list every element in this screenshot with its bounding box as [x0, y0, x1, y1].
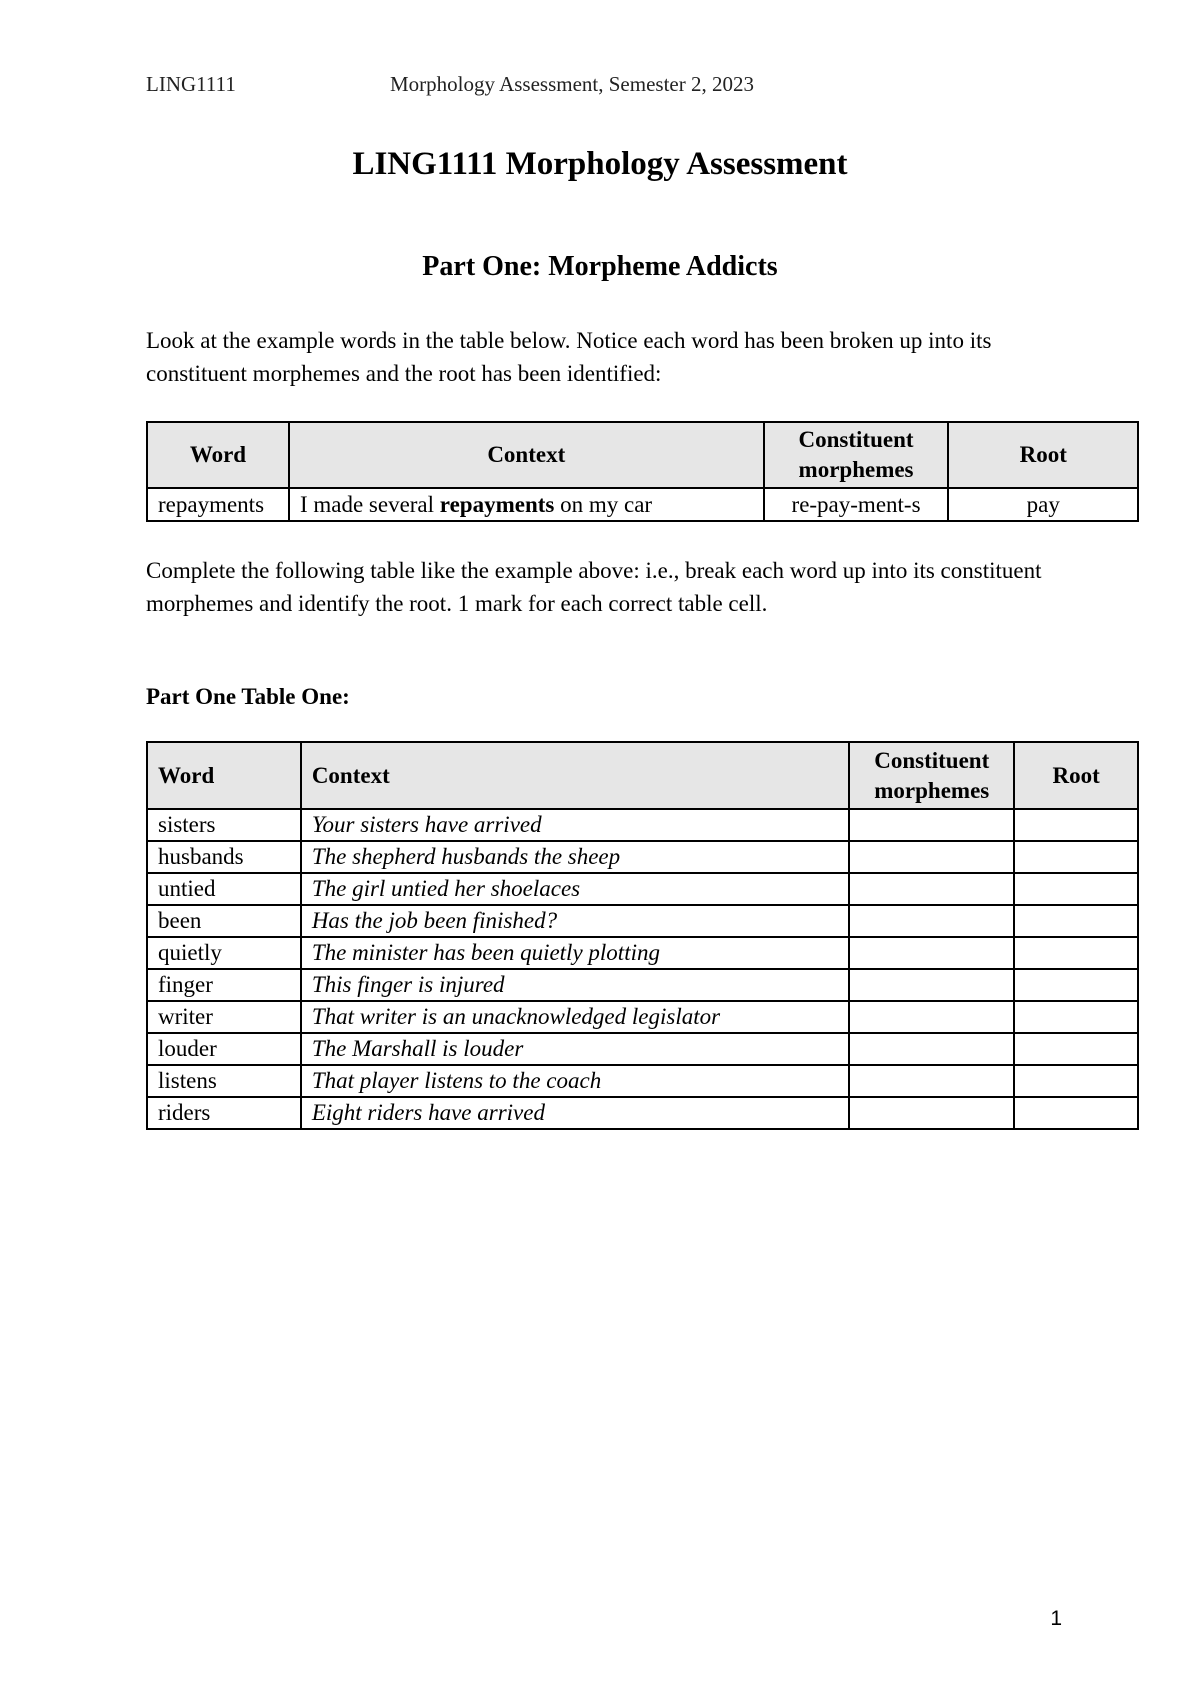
example-row	[147, 488, 1138, 521]
morphemes-answer-cell[interactable]	[849, 969, 1014, 1001]
part-title: Part One: Morpheme Addicts	[422, 251, 778, 282]
table-row	[147, 1097, 1138, 1129]
word-cell: been	[147, 905, 301, 937]
document-title: LING1111 Morphology Assessment	[352, 146, 848, 182]
context-cell: The shepherd husbands the sheep	[301, 841, 850, 873]
answer-header-context: Context	[301, 742, 850, 809]
table-row	[147, 937, 1138, 969]
table-row	[147, 841, 1138, 873]
word-cell: writer	[147, 1001, 301, 1033]
root-answer-cell[interactable]	[1014, 1033, 1138, 1065]
word-cell: finger	[147, 969, 301, 1001]
page-number: 1	[1050, 1607, 1062, 1630]
context-cell: Your sisters have arrived	[301, 809, 850, 841]
root-answer-cell[interactable]	[1014, 937, 1138, 969]
word-cell: untied	[147, 873, 301, 905]
word-cell: sisters	[147, 809, 301, 841]
table-row	[147, 809, 1138, 841]
example-context-before: I made several	[299, 492, 440, 517]
context-cell: That player listens to the coach	[301, 1065, 850, 1097]
answer-header-row	[147, 742, 1138, 809]
answer-header-word: Word	[147, 742, 301, 809]
table-title: Part One Table One:	[146, 684, 350, 709]
word-cell: listens	[147, 1065, 301, 1097]
word-cell: husbands	[147, 841, 301, 873]
example-header-word: Word	[147, 422, 289, 488]
example-table	[146, 421, 1139, 522]
root-answer-cell[interactable]	[1014, 969, 1138, 1001]
morphemes-answer-cell[interactable]	[849, 1001, 1014, 1033]
example-morphemes: re-pay-ment-s	[764, 488, 949, 521]
table-row	[147, 969, 1138, 1001]
table-row	[147, 905, 1138, 937]
intro-paragraph: Look at the example words in the table below. Notice each word has been broken up into its constituent morphemes and the root has been identified:	[146, 328, 992, 386]
example-header-row	[147, 422, 1138, 488]
root-answer-cell[interactable]	[1014, 905, 1138, 937]
word-cell: quietly	[147, 937, 301, 969]
example-header-context: Context	[289, 422, 764, 488]
table-row	[147, 873, 1138, 905]
context-cell: This finger is injured	[301, 969, 850, 1001]
root-answer-cell[interactable]	[1014, 873, 1138, 905]
example-word: repayments	[147, 488, 289, 521]
morphemes-answer-cell[interactable]	[849, 809, 1014, 841]
word-cell: louder	[147, 1033, 301, 1065]
morphemes-answer-cell[interactable]	[849, 1065, 1014, 1097]
answer-table	[146, 741, 1139, 1130]
context-cell: The Marshall is louder	[301, 1033, 850, 1065]
root-answer-cell[interactable]	[1014, 1001, 1138, 1033]
morphemes-answer-cell[interactable]	[849, 905, 1014, 937]
answer-header-root: Root	[1014, 742, 1138, 809]
root-answer-cell[interactable]	[1014, 1065, 1138, 1097]
example-header-root: Root	[948, 422, 1138, 488]
word-cell: riders	[147, 1097, 301, 1129]
answer-header-morphemes: Constituent morphemes	[849, 742, 1014, 809]
table-row	[147, 1065, 1138, 1097]
example-context-highlight: repayments	[439, 492, 555, 517]
context-cell: That writer is an unacknowledged legislator	[301, 1001, 850, 1033]
morphemes-answer-cell[interactable]	[849, 873, 1014, 905]
example-context	[289, 488, 764, 521]
example-context-after: on my car	[554, 492, 653, 517]
root-answer-cell[interactable]	[1014, 1097, 1138, 1129]
table-row	[147, 1001, 1138, 1033]
root-answer-cell[interactable]	[1014, 809, 1138, 841]
context-cell: Has the job been finished?	[301, 905, 850, 937]
instructions-paragraph: Complete the following table like the example above: i.e., break each word up into its constituent morphemes and identify the root. 1 mark for each correct table cell.	[146, 558, 1042, 616]
header-course-code: LING1111	[146, 72, 236, 96]
context-cell: The minister has been quietly plotting	[301, 937, 850, 969]
context-cell: Eight riders have arrived	[301, 1097, 850, 1129]
morphemes-answer-cell[interactable]	[849, 1097, 1014, 1129]
example-header-morphemes: Constituent morphemes	[764, 422, 949, 488]
context-cell: The girl untied her shoelaces	[301, 873, 850, 905]
morphemes-answer-cell[interactable]	[849, 937, 1014, 969]
table-row	[147, 1033, 1138, 1065]
morphemes-answer-cell[interactable]	[849, 1033, 1014, 1065]
header-subtitle: Morphology Assessment, Semester 2, 2023	[390, 72, 754, 96]
morphemes-answer-cell[interactable]	[849, 841, 1014, 873]
root-answer-cell[interactable]	[1014, 841, 1138, 873]
example-root: pay	[948, 488, 1138, 521]
